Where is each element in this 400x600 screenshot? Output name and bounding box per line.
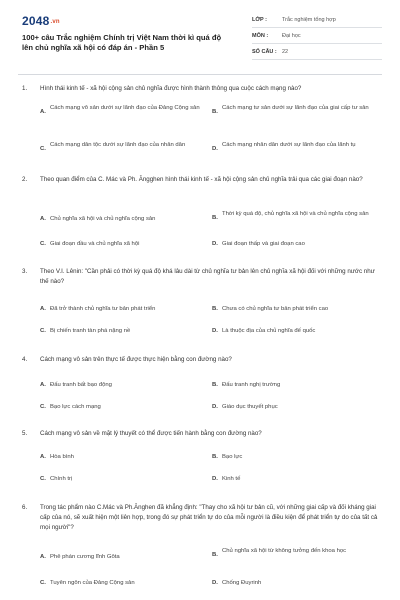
meta-value: Trắc nghiệm tổng hợp [282,16,336,23]
meta-value: 22 [282,48,289,55]
option-text: Hòa bình [50,454,74,460]
question-text: Theo V.I. Lênin: "Cần phải có thời kỳ quá độ khá lâu dài từ chủ nghĩa tư bản lên chủ nghĩa xã hội đối với những nước như thế nào? [40,268,375,285]
option-letter: A. [40,554,46,560]
question-text: Trong tác phẩm nào C.Mác và Ph.Ănghen đã khẳng định: "Thay cho xã hội tư bản cũ, với những giai cấp và đối kháng giai cấp của nó, sẽ xuất hiện một liên hợp, trong đó sự phát triển tự do của mỗi người là điều kiện để phát triển tự do của tất cả mọi người"? [40,504,378,531]
option-letter: A. [40,454,46,460]
option-letter: C. [40,404,46,410]
option-text: Phê phán cương lĩnh Gôta [50,554,120,560]
meta-row-count [252,44,382,60]
meta-row-subject [252,28,382,44]
option-text: Đã trở thành chủ nghĩa tư bản phát triển [50,306,156,312]
logo-main-text: 2048 [22,14,50,28]
document-header [0,0,400,62]
option-text: Kinh tế [222,476,241,482]
option-letter: D. [212,476,218,482]
option-letter: D. [212,241,218,247]
option-letter: C. [40,476,46,482]
option-letter: D. [212,328,218,334]
question-number: 3. [22,268,28,275]
option-text: Là thuộc địa của chủ nghĩa đế quốc [222,328,316,334]
option-letter: B. [212,215,218,221]
option-letter: C. [40,146,46,152]
meta-label: MÔN : [252,32,269,39]
option-text: Chống Đuyrinh [222,580,262,586]
question-text: Theo quan điểm của C. Mác và Ph. Ăngghen hình thái kinh tế - xã hội cộng sản chủ nghĩa trải qua các giai đoạn nào? [40,176,363,183]
option-letter: A. [40,216,46,222]
option-text: Giáo dục thuyết phục [222,404,278,410]
option-text: Chính trị [50,476,73,482]
option-text: Cách mạng nhân dân dưới sự lãnh đạo của lãnh tụ [222,142,356,148]
option-text: Đấu tranh nghị trường [222,382,281,388]
option-letter: C. [40,328,46,334]
option-text: Cách mạng vô sản dưới sự lãnh đạo của Đảng Cộng sản [50,105,200,111]
question-number: 5. [22,430,28,437]
header-divider [18,74,382,75]
option-text: Đấu tranh bất bạo động [50,382,112,388]
option-letter: B. [212,552,218,558]
option-letter: A. [40,382,46,388]
meta-label: LỚP : [252,16,267,23]
option-text: Bị chiến tranh tàn phá nặng nề [50,328,131,334]
option-letter: D. [212,580,218,586]
option-letter: D. [212,404,218,410]
option-text: Chưa có chủ nghĩa tư bản phát triển cao [222,306,329,312]
meta-value: Đại học [282,32,301,39]
option-letter: B. [212,454,218,460]
option-text: Bạo lực [222,454,243,460]
question-number: 4. [22,356,28,363]
meta-label: SỐ CÂU : [252,48,277,55]
meta-info-table [252,12,382,60]
option-text: Cách mạng tư sản dưới sự lãnh đạo của giai cấp tư sản [222,105,369,111]
option-letter: C. [40,241,46,247]
option-letter: C. [40,580,46,586]
question-text: Cách mạng vô sản về mặt lý thuyết có thể được tiến hành bằng con đường nào? [40,430,262,437]
option-letter: B. [212,382,218,388]
option-letter: B. [212,109,218,115]
option-letter: B. [212,306,218,312]
option-text: Thời kỳ quá độ, chủ nghĩa xã hội và chủ nghĩa cộng sản [222,211,369,217]
option-text: Chủ nghĩa xã hội từ không tưởng đến khoa học [222,548,347,554]
question-text: Hình thái kinh tế - xã hội cộng sản chủ nghĩa được hình thành thông qua cuộc cách mạng nào? [40,85,302,92]
meta-row-class [252,12,382,28]
option-letter: D. [212,146,218,152]
option-text: Giai đoạn thấp và giai đoạn cao [222,241,305,247]
option-text: Giai đoạn đầu và chủ nghĩa xã hội [50,241,140,247]
option-letter: A. [40,109,46,115]
logo-suffix-text: .vn [50,18,60,25]
question-text: Cách mạng vô sản trên thực tế được thực hiện bằng con đường nào? [40,356,232,363]
option-text: Bạo lực cách mạng [50,404,101,410]
question-number: 2. [22,176,28,183]
option-letter: A. [40,306,46,312]
option-text: Tuyên ngôn của Đảng Cộng sản [50,580,135,586]
question-number: 6. [22,504,28,511]
option-text: Cách mạng dân tộc dưới sự lãnh đạo của nhân dân [50,142,186,148]
question-number: 1. [22,85,28,92]
site-logo[interactable] [22,14,60,28]
option-text: Chủ nghĩa xã hội và chủ nghĩa cộng sản [50,216,156,222]
document-title: 100+ câu Trắc nghiệm Chính trị Việt Nam thời kì quá độ lên chủ nghĩa xã hội có đáp án - Phần 5 [22,33,222,52]
